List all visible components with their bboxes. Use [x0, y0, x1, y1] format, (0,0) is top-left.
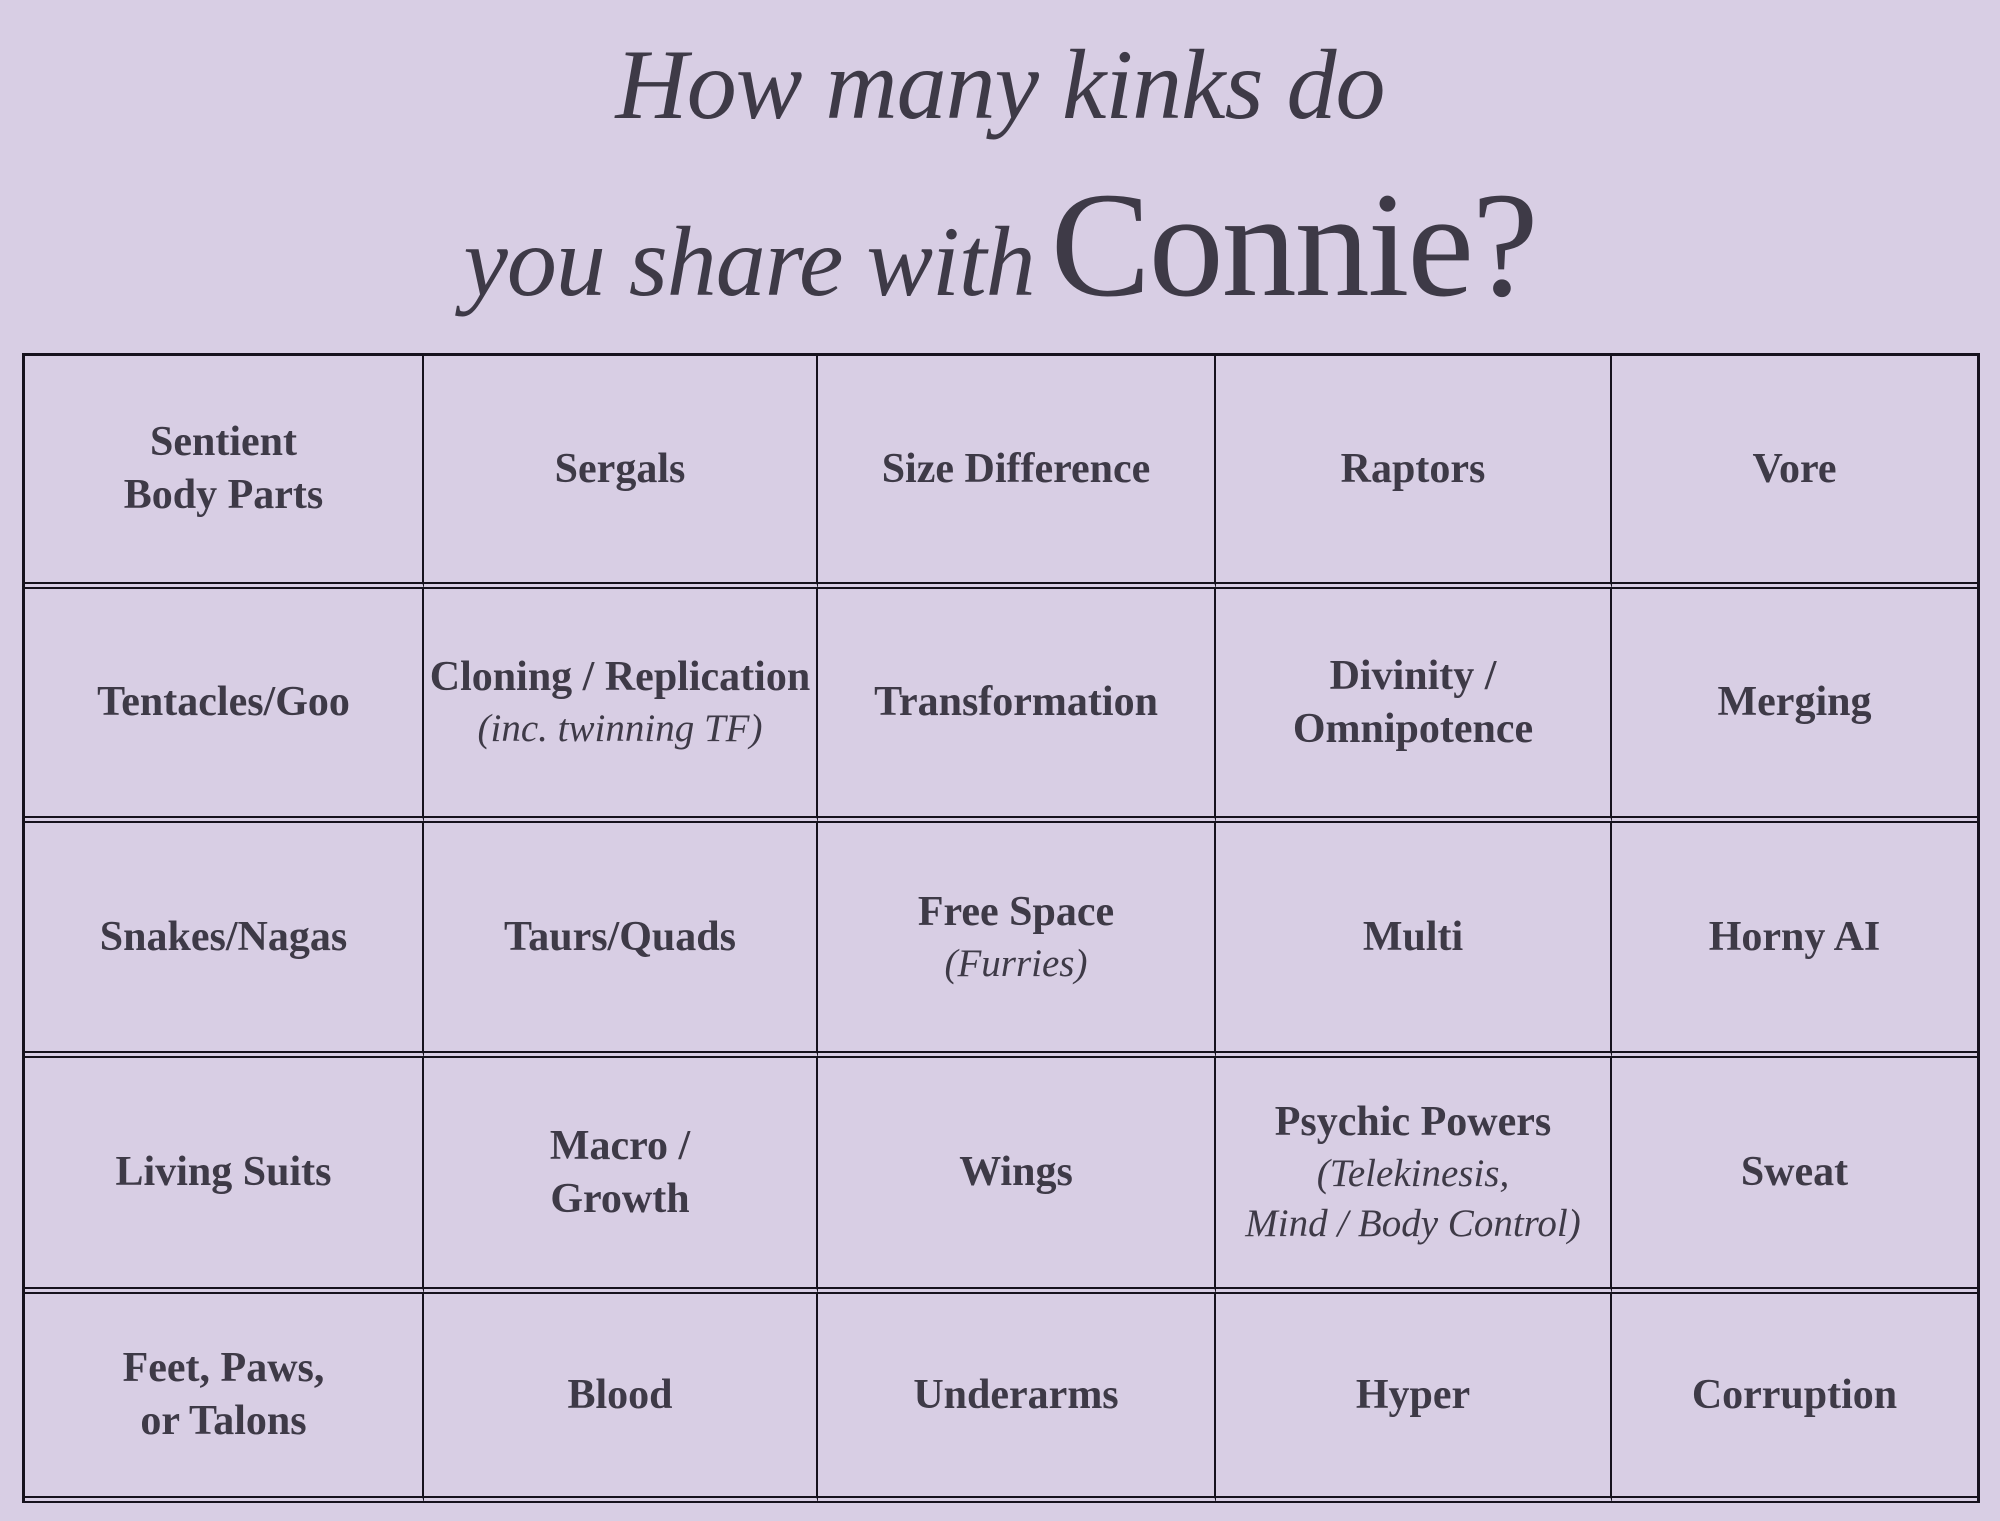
- cell-label-line: or Talons: [140, 1398, 307, 1444]
- cell-sublabel-line: (inc. twinning TF): [477, 707, 763, 750]
- cell-label-line: Multi: [1362, 913, 1464, 960]
- bingo-cell: [1216, 356, 1612, 589]
- bingo-cell: [1216, 1294, 1612, 1503]
- cell-sublabel-line: (Telekinesis,: [1316, 1152, 1510, 1195]
- bingo-cell: [1612, 823, 1977, 1058]
- bingo-cell: [424, 1058, 818, 1294]
- bingo-cell: [25, 356, 424, 589]
- bingo-cell: [818, 589, 1216, 823]
- cell-label-line: Sergals: [554, 445, 686, 492]
- bingo-cell: [1216, 823, 1612, 1058]
- cell-label-line: Transformation: [874, 679, 1158, 725]
- cell-label-line: Psychic Powers: [1274, 1099, 1552, 1145]
- bingo-cell: [424, 1294, 818, 1503]
- title-line-1: How many kinks do: [615, 29, 1385, 140]
- cell-label-line: Vore: [1752, 445, 1837, 492]
- cell-label-line: Feet, Paws,: [122, 1345, 325, 1391]
- cell-sublabel-line: (Furries): [944, 941, 1088, 985]
- bingo-cell: [1612, 1058, 1977, 1294]
- cell-label-line: Underarms: [913, 1371, 1119, 1418]
- cell-label-line: Divinity /: [1329, 652, 1497, 699]
- page-title: [0, 0, 2000, 353]
- bingo-cell: [25, 1294, 424, 1503]
- cell-label-line: Taurs/Quads: [504, 913, 736, 960]
- bingo-cell: [1216, 1058, 1612, 1294]
- bingo-cell: [25, 1058, 424, 1294]
- cell-label-line: Sweat: [1740, 1149, 1849, 1195]
- bingo-cell: [25, 823, 424, 1058]
- cell-label-line: Macro /: [549, 1122, 691, 1169]
- cell-label-line: Blood: [567, 1371, 673, 1418]
- bingo-cell: [818, 1294, 1216, 1503]
- cell-label-line: Raptors: [1340, 445, 1486, 492]
- cell-label-line: Horny AI: [1708, 913, 1881, 960]
- cell-label-line: Tentacles/Goo: [97, 679, 350, 725]
- cell-sublabel-line: Mind / Body Control): [1245, 1202, 1581, 1245]
- cell-label-line: Hyper: [1355, 1371, 1471, 1418]
- bingo-cell: [25, 589, 424, 823]
- cell-label-line: Living Suits: [115, 1149, 332, 1195]
- cell-label-line: Merging: [1717, 679, 1872, 725]
- cell-label-line: Free Space: [917, 888, 1115, 935]
- bingo-cell: [1216, 589, 1612, 823]
- bingo-grid: [22, 353, 1980, 1503]
- bingo-cell: [1612, 589, 1977, 823]
- title-line-2-prefix: you share with: [463, 206, 1035, 317]
- bingo-cell: [818, 823, 1216, 1058]
- title-line-2: [0, 160, 2000, 347]
- cell-label-line: Cloning / Replication: [429, 654, 811, 700]
- cell-label-line: Snakes/Nagas: [99, 913, 348, 960]
- bingo-cell: [1612, 1294, 1977, 1503]
- cell-label-line: Body Parts: [123, 472, 324, 518]
- bingo-cell: [818, 1058, 1216, 1294]
- title-person-name: Connie?: [1050, 162, 1537, 328]
- bingo-cell: [818, 356, 1216, 589]
- cell-label-line: Corruption: [1691, 1371, 1898, 1418]
- bingo-cell: [1612, 356, 1977, 589]
- cell-label-line: Omnipotence: [1292, 705, 1534, 752]
- cell-label-line: Sentient: [150, 419, 297, 465]
- bingo-cell: [424, 823, 818, 1058]
- cell-label-line: Size Difference: [881, 445, 1151, 492]
- bingo-cell: [424, 356, 818, 589]
- bingo-cell: [424, 589, 818, 823]
- cell-label-line: Growth: [550, 1175, 690, 1222]
- cell-label-line: Wings: [959, 1149, 1073, 1195]
